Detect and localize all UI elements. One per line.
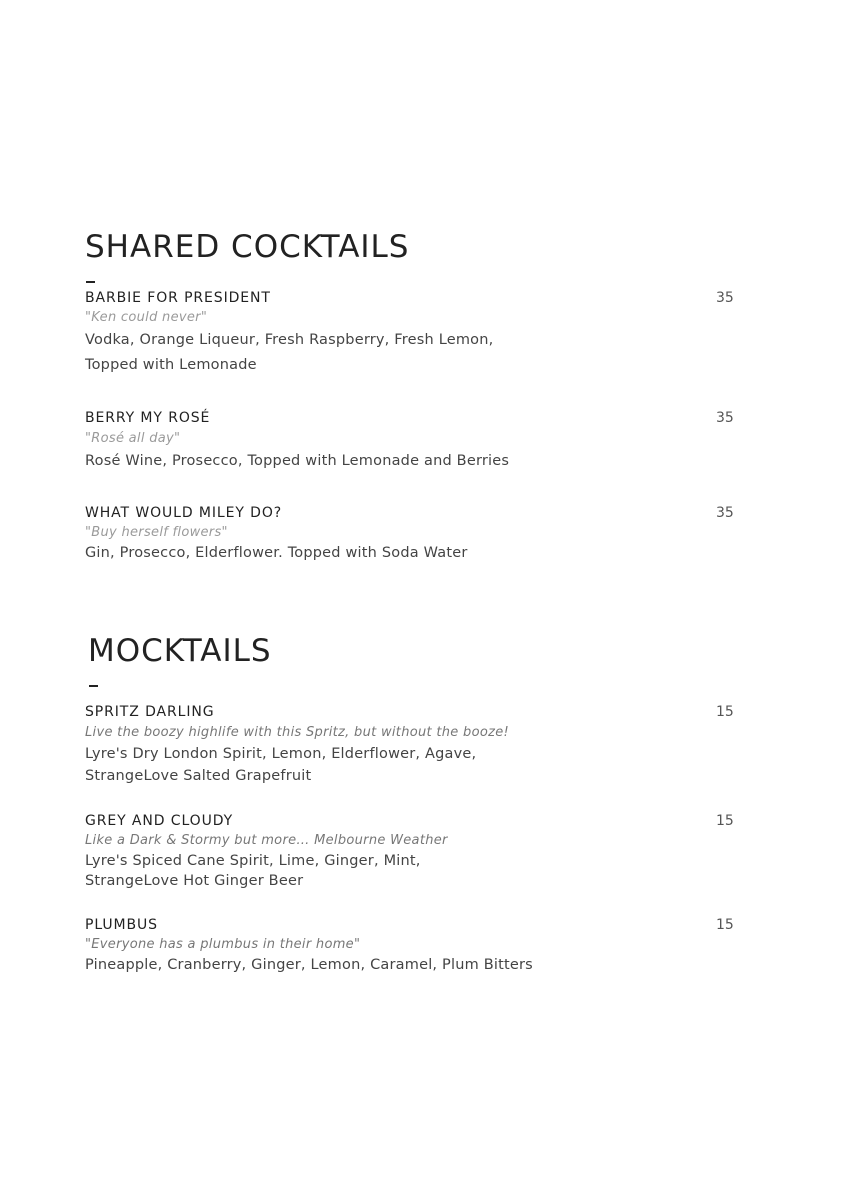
- item-tagline: "Buy herself flowers": [85, 525, 228, 540]
- menu-item-grey-and-cloudy: [85, 812, 745, 891]
- item-name: BERRY MY ROSÉ: [85, 410, 211, 426]
- item-name: GREY AND CLOUDY: [85, 813, 234, 829]
- item-name: PLUMBUS: [85, 917, 158, 933]
- item-name: WHAT WOULD MILEY DO?: [85, 505, 283, 521]
- item-tagline: Live the boozy highlife with this Spritz, but without the booze!: [85, 725, 510, 740]
- section-divider: [89, 685, 98, 687]
- item-description-line: StrangeLove Hot Ginger Beer: [85, 873, 304, 889]
- item-description-line: Pineapple, Cranberry, Ginger, Lemon, Caramel, Plum Bitters: [85, 957, 533, 973]
- item-price: 15: [716, 917, 734, 933]
- menu-item-berry-my-rose: [85, 409, 745, 472]
- menu-item-barbie-for-president: [85, 289, 745, 378]
- item-description-line: Lyre's Dry London Spirit, Lemon, Elderflower, Agave,: [85, 746, 477, 762]
- item-name: SPRITZ DARLING: [85, 704, 215, 720]
- item-name: BARBIE FOR PRESIDENT: [85, 290, 271, 306]
- item-price: 35: [716, 505, 734, 521]
- item-price: 15: [716, 813, 734, 829]
- section-title-shared-cocktails: SHARED COCKTAILS: [85, 229, 410, 265]
- menu-item-plumbus: [85, 916, 745, 975]
- item-description-line: Topped with Lemonade: [85, 357, 257, 373]
- section-title-mocktails: MOCKTAILS: [88, 633, 272, 669]
- item-tagline: Like a Dark & Stormy but more… Melbourne Weather: [85, 833, 448, 848]
- item-tagline: "Rosé all day": [85, 431, 181, 446]
- menu-item-what-would-miley-do: [85, 504, 745, 563]
- item-description-line: Lyre's Spiced Cane Spirit, Lime, Ginger, Mint,: [85, 853, 421, 869]
- menu-item-spritz-darling: [85, 703, 745, 787]
- item-description-line: StrangeLove Salted Grapefruit: [85, 768, 312, 784]
- section-divider: [86, 281, 95, 283]
- item-price: 15: [716, 704, 734, 720]
- item-description-line: Vodka, Orange Liqueur, Fresh Raspberry, Fresh Lemon,: [85, 332, 494, 348]
- item-price: 35: [716, 410, 734, 426]
- item-description-line: Rosé Wine, Prosecco, Topped with Lemonade and Berries: [85, 453, 510, 469]
- item-price: 35: [716, 290, 734, 306]
- item-description-line: Gin, Prosecco, Elderflower. Topped with Soda Water: [85, 545, 468, 561]
- item-tagline: "Everyone has a plumbus in their home": [85, 937, 361, 952]
- item-tagline: "Ken could never": [85, 310, 208, 325]
